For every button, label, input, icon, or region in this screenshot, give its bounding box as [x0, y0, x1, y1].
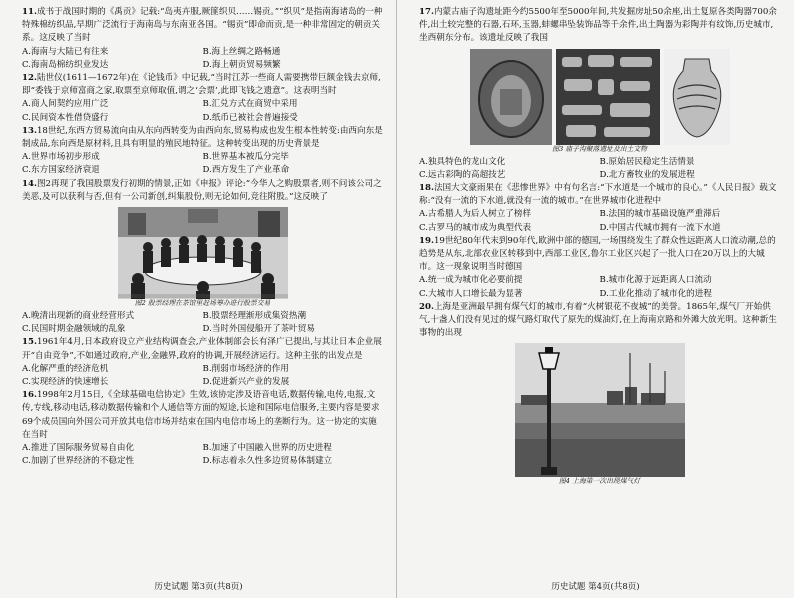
question-16: [22, 389, 383, 442]
option-a: A.晚清出现新的商业经营形式: [22, 311, 135, 322]
question-12: [22, 72, 383, 98]
option-d: D.西方发生了产业革命: [202, 165, 290, 176]
shanghai-gas-lamp-photo: [515, 343, 685, 477]
options-19: [419, 274, 780, 300]
option-b: B.法国的城市基础设施严重滞后: [599, 209, 721, 220]
option-b: B.世界基本被瓜分完毕: [202, 152, 289, 163]
figure-4: [419, 343, 780, 486]
option-b: B.汇兑方式在商贸中采用: [202, 99, 298, 110]
options-16: [22, 442, 383, 468]
question-stem: 陆世仪(1611—1672年)在《论钱币》中记载,“当时江苏一些商人需要携带巨额金钱去京师,即“委钱于京师富商之家,取票至京师取值,谓之‘会票’,此即飞钱之遗意”。这表明当时: [22, 73, 381, 97]
question-20: [419, 301, 780, 341]
question-19: [419, 235, 780, 275]
question-number: 18.: [419, 183, 434, 194]
page-footer: 历史试题 第3页(共8页): [154, 582, 243, 592]
option-a: A.海南与大陆已有往来: [22, 46, 109, 57]
question-number: 16.: [22, 390, 37, 401]
question-stem: 1998年2月15日,《全球基础电信协定》生效,该协定涉及语音电话,数据传输,电传,电报,文传,专线,移动电话,移动数据传输和个人通信等方面的短途,长途和国际电信服务,主要内容是要求69个成员国向外国公司开放其电信市场并结束在国内电信市场上的垄断行为。这一协定的实施在当时: [22, 390, 380, 440]
option-b: B.城市化源于远距离人口流动: [599, 275, 712, 286]
question-14: [22, 178, 383, 204]
question-stem: 1961年4月,日本政府设立产业结构调查会,产业体制部会长有泽广已提出,与其让日本企业展开“自由竞争”,不如通过政府,产业,金融界,政府的协调,开展经济运行。这种主张的出发点是: [22, 337, 382, 361]
option-c: C.海南岛棉纺织业发达: [22, 59, 109, 70]
question-17: [419, 6, 780, 46]
option-d: D.北方畜牧业的发展进程: [599, 169, 695, 180]
figure-2: [22, 207, 383, 308]
figure-3: [419, 49, 780, 154]
question-number: 14.: [22, 178, 37, 189]
question-11: [22, 6, 383, 46]
option-b: B.海上丝绸之路畅通: [202, 46, 281, 57]
option-a: A.商人间契约应用广泛: [22, 99, 109, 110]
question-number: 19.: [419, 235, 434, 246]
option-c: C.大城市人口增长最为显著: [419, 288, 523, 299]
question-number: 12.: [22, 73, 37, 84]
option-d: D.促进新兴产业的发展: [202, 377, 290, 388]
options-11: [22, 46, 383, 72]
options-13: [22, 151, 383, 177]
question-stem: 19世纪80年代末到90年代,欧洲中部的德国,一场围绕发生了群众性远距离人口流动潮,总的趋势是从东,北部农业区转移到中,西部工业区,鲁尔工业区兴起了一批人口在20万以上的大城市。这一现象说明当时德国: [419, 235, 776, 273]
question-number: 11.: [22, 7, 37, 17]
option-b: B.原始居民稳定生活情景: [599, 156, 695, 167]
figure-4-caption: 图4 上海第一次出现煤气灯: [558, 477, 641, 486]
option-a: A.化解严重的经济危机: [22, 363, 109, 374]
option-d: D.当时外国侵船开了茶叶贸易: [202, 324, 315, 335]
option-a: A.独具特色的龙山文化: [419, 156, 506, 167]
miaozigou-site-artifacts-image: [470, 49, 730, 145]
options-17: [419, 156, 780, 182]
option-b: B.加速了中国融入世界的历史进程: [202, 443, 332, 454]
question-15: [22, 336, 383, 362]
page-footer: 历史试题 第4页(共8页): [551, 582, 640, 592]
stock-trading-engraving-image: [118, 207, 288, 299]
option-b: B.削弱市场经济的作用: [202, 363, 289, 374]
option-c: C.远古彩陶的高超技艺: [419, 169, 506, 180]
options-12: [22, 98, 383, 124]
option-a: A.世界市场初步形成: [22, 152, 100, 163]
option-d: D.标志着永久性多边贸易体制建立: [202, 456, 333, 467]
option-d: D.海上朝贡贸易频繁: [202, 59, 281, 70]
question-stem: 成书于战国时期的《禹贡》记载:“岛夷卉服,厥篚织贝……锡贡。”“织贝”是指南海诸岛的一种特殊棉纺织品,早期广泛流行于海南岛与东南亚各国。“锡贡”即命而贡,是一种非常固定的朝贡关系。这反映了当时: [22, 7, 383, 44]
question-stem: 内蒙古庙子沟遗址距今约5500年至5000年间,共发掘房址50余座,出土复原各类陶器700余件,出土较完整的石器,石环,玉器,蚌螺串坠装饰品等千余件,出土陶器为彩陶并有纹饰,历史城市,坐西朝东分布。该遗址反映了我国: [419, 7, 777, 44]
question-stem: 18世纪,东西方贸易流向由从东向西转变为由西向东,贸易构成也发生根本性转变:由西向东是制成品,东向西是原材料,且具有明显的殖民地特征。这种转变出现的历史背景是: [22, 125, 383, 150]
option-c: C.民国时期金融领域的乱象: [22, 324, 126, 335]
option-d: D.纸币已被社会普遍接受: [202, 112, 298, 123]
options-14: [22, 310, 383, 336]
question-stem: 上海是亚洲最早拥有煤气灯的城市,有着“火树银花不夜城”的美誉。1865年,煤气厂开始供气,十盏人们没有见过的煤气路灯取代了原先的煤油灯,在上海南京路和外滩大放光明。这种新生事物的出现: [419, 301, 777, 339]
option-b: B.股票经理渐形成集资热潮: [202, 311, 307, 322]
right-column: [419, 6, 780, 488]
option-c: C.民间资本性借贷盛行: [22, 112, 109, 123]
figure-2-caption: 图2 股票经理在茶馆里赶场筹办进行股票交易: [134, 299, 271, 308]
option-d: D.中国古代城市拥有一流下水道: [599, 222, 721, 233]
option-d: D.工业化推动了城市化的进程: [599, 288, 712, 299]
option-c: C.东方国家经济衰退: [22, 165, 100, 176]
option-a: A.古希腊人为后人树立了榜样: [419, 209, 532, 220]
question-13: [22, 125, 383, 151]
option-c: C.古罗马的城市成为典型代表: [419, 222, 532, 233]
question-stem: 图2再现了我国股票发行初期的情景,正如《申报》评论:“今华人之购股票者,则不问该公司之美恶,及可以获利与否,但有一公司新创,纠集股份,则无论如何,竞往附股。”这反映了: [22, 178, 382, 202]
left-column: [22, 6, 383, 468]
question-number: 17.: [419, 7, 434, 17]
question-number: 20.: [419, 301, 434, 312]
option-c: C.实现经济的快速增长: [22, 377, 109, 388]
option-a: A.统一成为城市化必要前提: [419, 275, 523, 286]
option-a: A.推进了国际服务贸易自由化: [22, 443, 135, 454]
page-right: [397, 0, 794, 598]
figure-3-caption: 图3 庙子沟聚落遗址及出土文物: [552, 144, 647, 153]
option-c: C.加剧了世界经济的不稳定性: [22, 456, 135, 467]
question-stem: 法国大文豪雨果在《悲惨世界》中有句名言:“下水道是一个城市的良心。”《人民日报》载文称:“没有一流的下水道,就没有一流的城市。”在世界城市化进程中: [419, 183, 777, 207]
question-number: 15.: [22, 337, 37, 348]
options-15: [22, 363, 383, 389]
options-18: [419, 208, 780, 234]
question-number: 13.: [22, 125, 37, 136]
question-18: [419, 182, 780, 208]
